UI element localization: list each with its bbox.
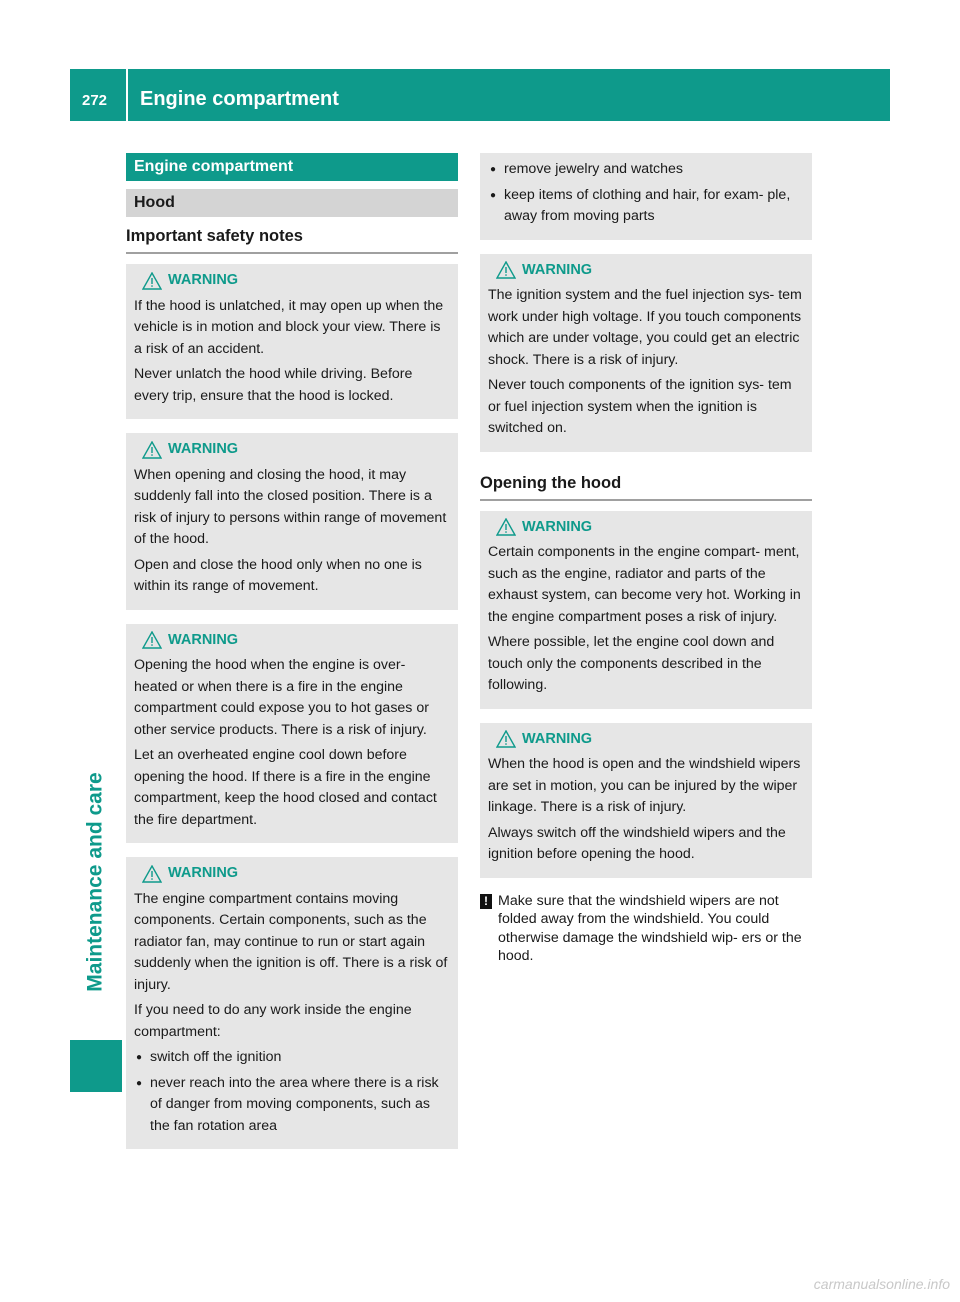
- list-item: ● switch off the ignition: [134, 1047, 450, 1069]
- warning-text: Never unlatch the hood while driving. Before every trip, ensure that the hood is locked.: [134, 366, 413, 404]
- warning-triangle-icon: [496, 261, 516, 279]
- right-column: [480, 153, 812, 966]
- warning-text: Certain components in the engine compart- ment, such as the engine, radiator and parts of the exhaust system, can become very hot. Working in the engine compartment poses a risk of injury.: [488, 544, 801, 625]
- warning-box: [126, 624, 458, 844]
- warning-header: [134, 439, 450, 461]
- bullet-list: [134, 1047, 450, 1137]
- warning-text: Open and close the hood only when no one is within its range of movement.: [134, 556, 422, 594]
- continued-list-box: [480, 153, 812, 240]
- left-column: [126, 153, 458, 1163]
- warning-header: [134, 630, 450, 652]
- warning-text: Where possible, let the engine cool down and touch only the components described in the following.: [488, 634, 775, 693]
- list-item: ● never reach into the area where there is a risk of danger from moving components, such as the fan rotation area: [134, 1073, 450, 1138]
- warning-text: If the hood is unlatched, it may open up when the vehicle is in motion and block your view. There is a risk of an accident.: [134, 297, 444, 357]
- warning-text: The engine compartment contains moving components. Certain components, such as the radiator fan, may continue to run or start again suddenly when the ignition is off. There is a risk of injury.: [134, 890, 448, 993]
- heading-safety-notes: Important safety notes: [126, 227, 458, 254]
- header-divider: [126, 69, 128, 121]
- exclamation-icon: !: [480, 894, 492, 909]
- warning-header: [134, 270, 450, 292]
- warning-header: [488, 517, 804, 539]
- warning-label: WARNING: [168, 272, 239, 288]
- warning-text: Let an overheated engine cool down before opening the hood. If there is a fire in the engine compartment, keep the hood closed and contact the fire department.: [134, 747, 437, 828]
- warning-triangle-icon: [496, 730, 516, 748]
- list-item: ● remove jewelry and watches: [488, 159, 804, 181]
- note-text: Make sure that the windshield wipers are not folded away from the windshield. You could otherwise damage the windshield wip- ers or the hood.: [498, 892, 802, 964]
- warning-text: Always switch off the windshield wipers and the ignition before opening the hood.: [488, 824, 786, 862]
- bullet-list: [488, 159, 804, 228]
- warning-header: [488, 729, 804, 751]
- watermark-text: carmanualsonline.info: [813, 1276, 950, 1292]
- warning-box: [126, 857, 458, 1149]
- warning-text: When opening and closing the hood, it may suddenly fall into the closed position. There is a risk of injury to persons within range of movement of the hood.: [134, 466, 447, 547]
- warning-text: Never touch components of the ignition sys- tem or fuel injection system when the ignition is switched on.: [488, 377, 792, 436]
- warning-triangle-icon: [142, 272, 162, 290]
- warning-box: [480, 254, 812, 452]
- warning-triangle-icon: [496, 518, 516, 536]
- warning-triangle-icon: [142, 441, 162, 459]
- warning-text: Opening the hood when the engine is over- heated or when there is a fire in the engine compartment could expose you to hot gases or other service products. There is a risk of injury.: [134, 657, 429, 738]
- subsection-title: Hood: [126, 189, 458, 217]
- warning-box: [126, 264, 458, 419]
- section-title: Engine compartment: [126, 153, 458, 181]
- warning-header: [488, 260, 804, 282]
- warning-label: WARNING: [522, 261, 593, 278]
- warning-box: [480, 511, 812, 709]
- warning-label: WARNING: [168, 631, 239, 648]
- warning-header: [134, 863, 450, 885]
- warning-label: WARNING: [168, 441, 239, 457]
- warning-box: [126, 433, 458, 610]
- sidebar-label-text: Maintenance and care: [84, 772, 108, 992]
- page-title: Engine compartment: [140, 88, 339, 110]
- warning-box: [480, 723, 812, 878]
- sidebar-marker: [70, 1040, 122, 1092]
- warning-label: WARNING: [522, 518, 593, 535]
- warning-triangle-icon: [142, 865, 162, 883]
- page-number: 272: [82, 92, 108, 109]
- warning-triangle-icon: [142, 631, 162, 649]
- warning-label: WARNING: [522, 730, 593, 747]
- warning-text: When the hood is open and the windshield wipers are set in motion, you can be injured by the wiper linkage. There is a risk of injury.: [488, 756, 801, 815]
- note-block: [480, 892, 812, 966]
- sidebar-section-label: [72, 752, 120, 1012]
- list-item: ● keep items of clothing and hair, for exam- ple, away from moving parts: [488, 185, 804, 228]
- warning-text: The ignition system and the fuel injection sys- tem work under high voltage. If you touch components which are under voltage, you could get an electric shock. There is a risk of injury.: [488, 287, 802, 368]
- warning-label: WARNING: [168, 865, 239, 881]
- warning-text: If you need to do any work inside the engine compartment:: [134, 1002, 412, 1040]
- heading-opening-hood: Opening the hood: [480, 474, 812, 501]
